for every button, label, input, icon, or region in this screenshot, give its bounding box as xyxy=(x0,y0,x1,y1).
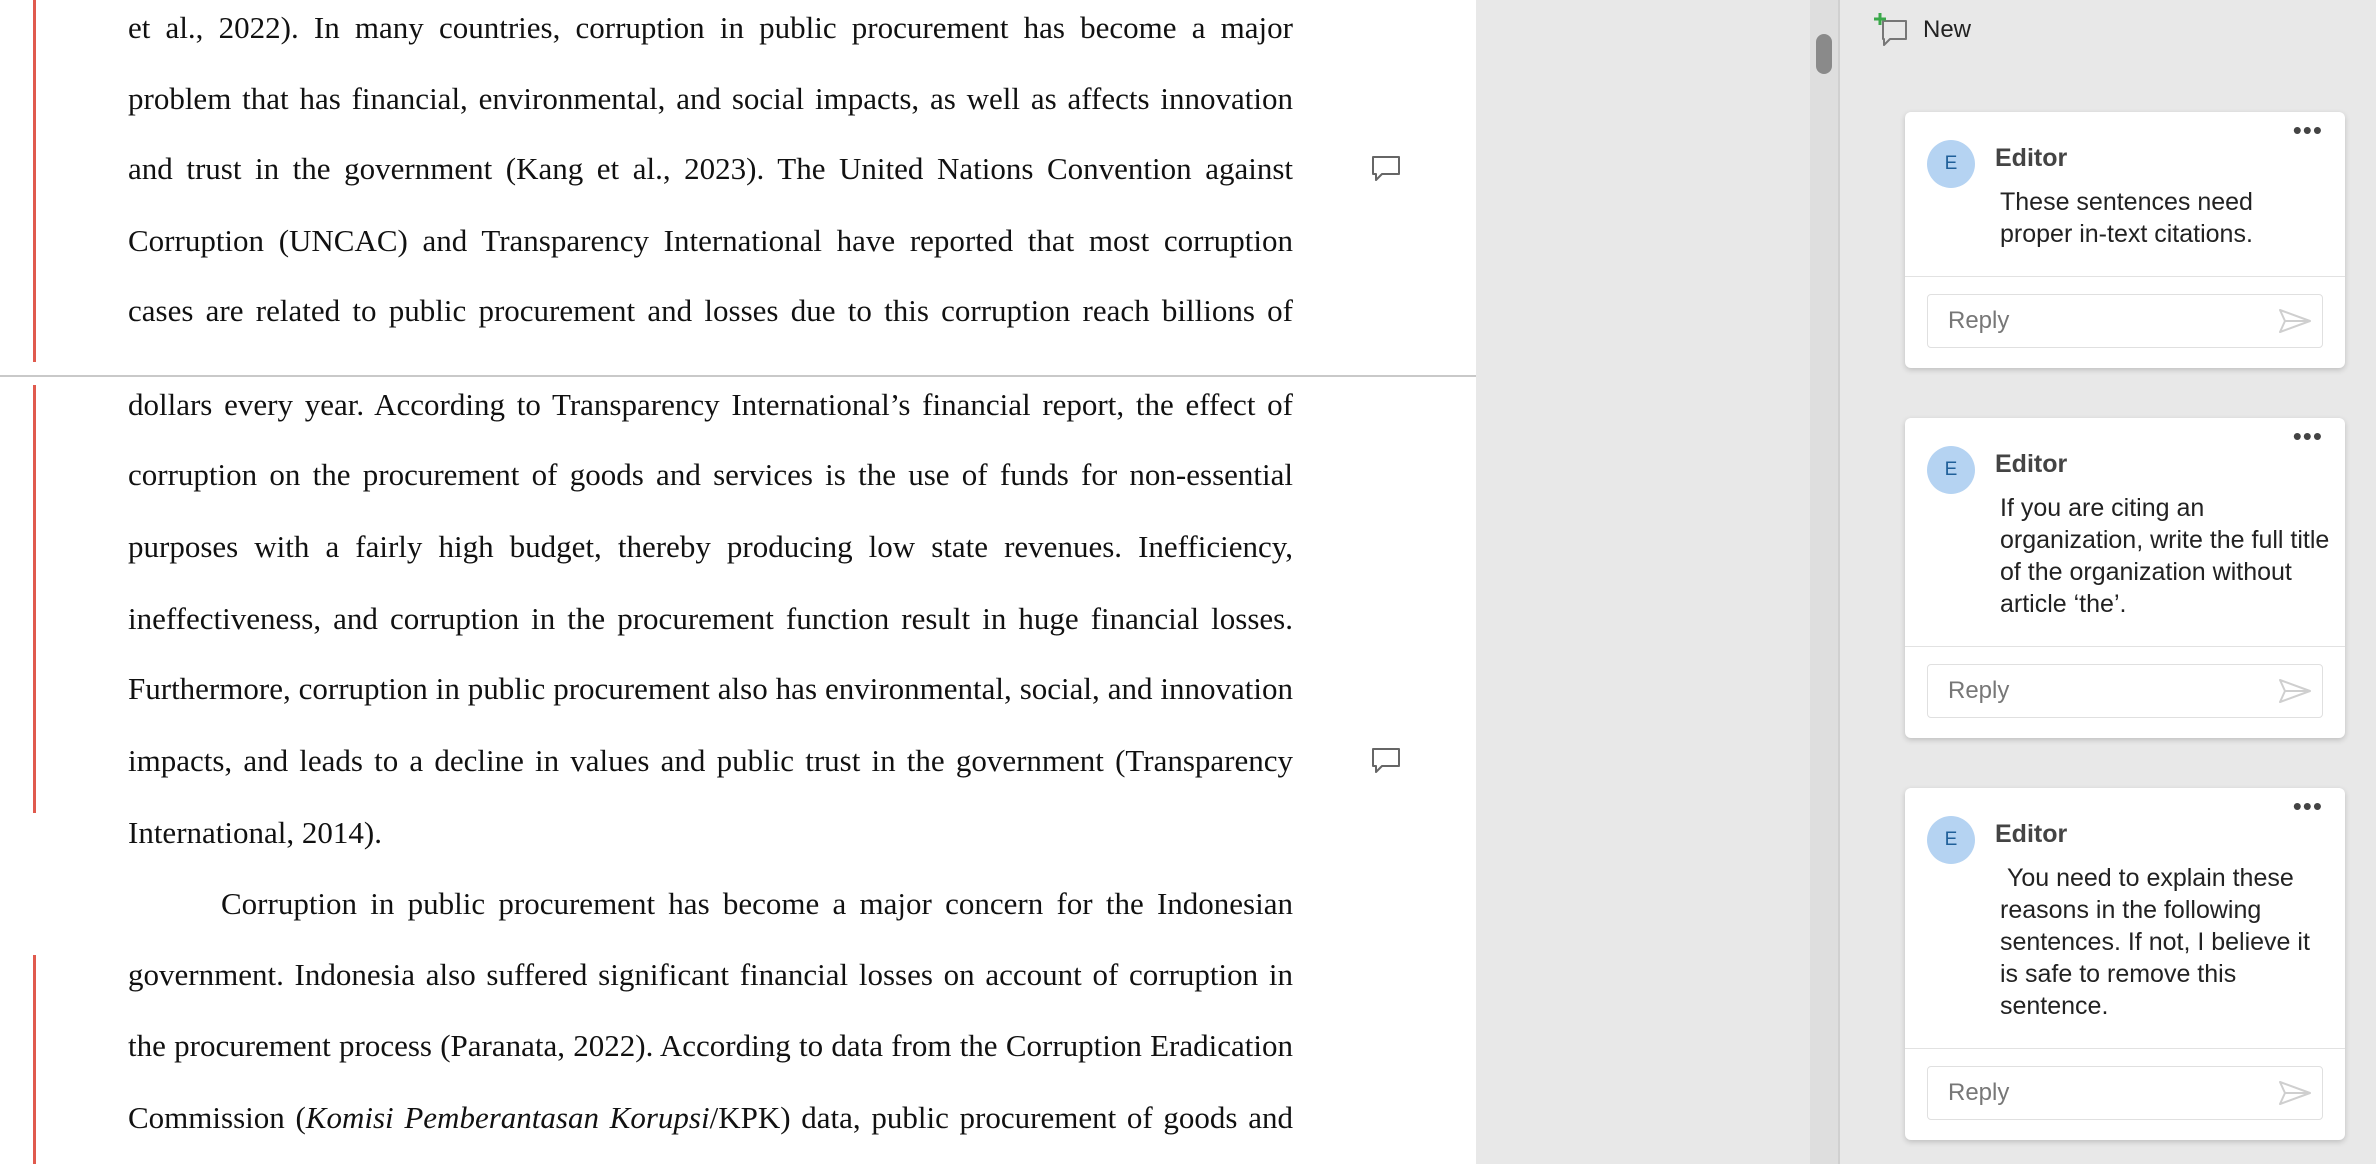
reply-input[interactable] xyxy=(1946,303,2270,339)
text-line: the procurement process (Paranata, 2022). According to data from the Corruption Eradication xyxy=(128,1028,1293,1063)
comment-marker-icon[interactable] xyxy=(1370,154,1402,184)
scrollbar-thumb[interactable] xyxy=(1816,34,1832,74)
text-line: cases are related to public procurement and losses due to this corruption reach billions of xyxy=(128,293,1293,328)
page-gap xyxy=(0,377,1476,385)
more-options-icon[interactable]: ••• xyxy=(2292,791,2323,821)
comment-card[interactable] xyxy=(1905,418,2345,738)
card-separator xyxy=(1905,276,2345,277)
text-line: Furthermore, corruption in public procurement also has environmental, social, and innovation xyxy=(128,671,1293,706)
comment-marker-icon[interactable] xyxy=(1370,746,1402,776)
comment-card[interactable] xyxy=(1905,788,2345,1140)
avatar: E xyxy=(1927,140,1975,188)
new-comment-icon xyxy=(1873,12,1909,48)
comment-text: If you are citing an organization, write the full title of the organization without article ‘the’. xyxy=(2000,494,2330,618)
text-run: /KPK) data, public procurement of goods and xyxy=(709,1100,1293,1135)
avatar: E xyxy=(1927,816,1975,864)
send-icon[interactable] xyxy=(2278,308,2312,334)
send-icon[interactable] xyxy=(2278,678,2312,704)
card-separator xyxy=(1905,646,2345,647)
comment-text: These sentences need proper in-text citations. xyxy=(2000,188,2253,248)
more-options-icon[interactable]: ••• xyxy=(2292,115,2323,145)
change-bar xyxy=(33,0,36,362)
scrollbar-track[interactable] xyxy=(1810,0,1838,1164)
reply-box xyxy=(1927,294,2323,348)
new-comment-label: New xyxy=(1923,16,1972,43)
card-separator xyxy=(1905,1048,2345,1049)
comment-author: Editor xyxy=(1995,450,2068,478)
reply-input[interactable] xyxy=(1946,673,2270,709)
text-line: problem that has financial, environmental, and social impacts, as well as affects innovation xyxy=(128,81,1293,116)
text-line: Corruption in public procurement has become a major concern for the Indonesian xyxy=(221,886,1293,921)
comment-text: You need to explain these reasons in the following sentences. If not, I believe it is safe to remove this sentence. xyxy=(2000,864,2317,1020)
send-icon[interactable] xyxy=(2278,1080,2312,1106)
reply-input[interactable] xyxy=(1946,1075,2270,1111)
text-line: Corruption (UNCAC) and Transparency International have reported that most corruption xyxy=(128,223,1293,258)
text-line: corruption on the procurement of goods and services is the use of funds for non-essential xyxy=(128,457,1293,492)
change-bar xyxy=(33,385,36,813)
comment-card[interactable] xyxy=(1905,112,2345,368)
text-line: and trust in the government (Kang et al., 2023). The United Nations Convention against xyxy=(128,151,1293,186)
text-line: et al., 2022). In many countries, corruption in public procurement has become a major xyxy=(128,10,1293,45)
text-line: dollars every year. According to Transparency International’s financial report, the effect of xyxy=(128,387,1293,422)
text-line: purposes with a fairly high budget, thereby producing low state revenues. Inefficiency, xyxy=(128,529,1293,564)
comment-author: Editor xyxy=(1995,144,2068,172)
text-line: ineffectiveness, and corruption in the procurement function result in huge financial losses. xyxy=(128,601,1293,636)
reply-box xyxy=(1927,664,2323,718)
change-bar xyxy=(33,955,36,1164)
text-line: International, 2014). xyxy=(128,815,382,850)
avatar: E xyxy=(1927,446,1975,494)
text-run: Commission ( xyxy=(128,1100,306,1135)
reply-box xyxy=(1927,1066,2323,1120)
more-options-icon[interactable]: ••• xyxy=(2292,421,2323,451)
text-line: impacts, and leads to a decline in values and public trust in the government (Transparency xyxy=(128,743,1293,778)
italic-text-run: Komisi Pemberantasan Korupsi xyxy=(305,1100,710,1135)
text-line xyxy=(128,1098,1293,1138)
new-comment-button[interactable] xyxy=(1873,10,1971,50)
comment-author: Editor xyxy=(1995,820,2068,848)
text-line: government. Indonesia also suffered significant financial losses on account of corruption in xyxy=(128,957,1293,992)
